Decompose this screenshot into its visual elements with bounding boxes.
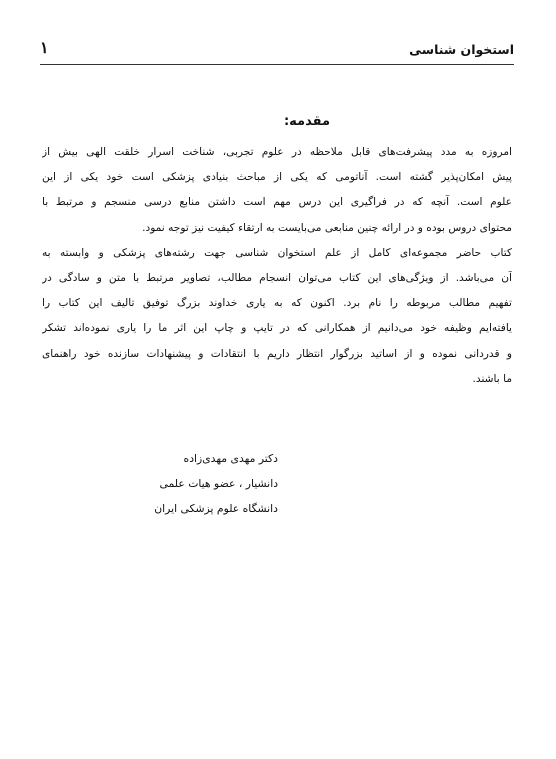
- text-line: علوم است. آنچه که در فراگیری این درس مهم است داشتن منابع درسی منسجم و مرتبط با: [42, 196, 512, 209]
- author-position: دانشیار ، عضو هیات علمی: [159, 477, 278, 490]
- text-line: امروزه به مدد پیشرفت‌های قابل ملاحظه در علوم تجربی، شناخت اسرار خلقت الهی بیش از: [42, 146, 512, 158]
- text-line: ما باشند.: [472, 372, 512, 385]
- text-line: پیش امکان‌پذیر گشته است. آناتومی که یکی از مباحث بنیادی پزشکی است خود یکی از این: [42, 171, 512, 184]
- preface-body: [42, 140, 512, 392]
- text-line: یافته‌ایم وظیفه خود می‌دانیم از همکارانی که در تایپ و چاپ این اثر ما را یاری نموده‌اند تشکر: [42, 322, 512, 335]
- author-signature: [154, 446, 278, 521]
- text-line: آن می‌باشد. از ویژگی‌های این کتاب می‌توان انسجام مطالب، تصاویر مرتبط با متن و سادگی در: [42, 271, 512, 284]
- text-line: محتوای دروس بوده و در ارائه چنین منابعی می‌بایست به ارتقاء کیفیت نیز توجه نمود.: [142, 221, 512, 234]
- text-line: کتاب حاضر مجموعه‌ای کامل از علم استخوان شناسی جهت رشته‌های پزشکی و وابسته به: [42, 246, 512, 259]
- author-name: دکتر مهدی مهدی‌زاده: [183, 452, 278, 465]
- running-title: استخوان شناسی: [409, 42, 514, 57]
- page-number: ۱: [40, 38, 49, 57]
- preface-heading: مقدمه:: [283, 114, 330, 129]
- text-line: تفهیم مطالب مربوطه را نام برد. اکنون که به یاری خداوند بزرگ توفیق تالیف این کتاب را: [42, 297, 512, 310]
- author-institution: دانشگاه علوم پزشکی ایران: [154, 502, 278, 515]
- page-header: [40, 36, 514, 65]
- text-line: و قدردانی نموده و از اساتید بزرگوار انتظار داریم با انتقادات و پیشنهادات سازنده خود راهنمای: [42, 347, 512, 360]
